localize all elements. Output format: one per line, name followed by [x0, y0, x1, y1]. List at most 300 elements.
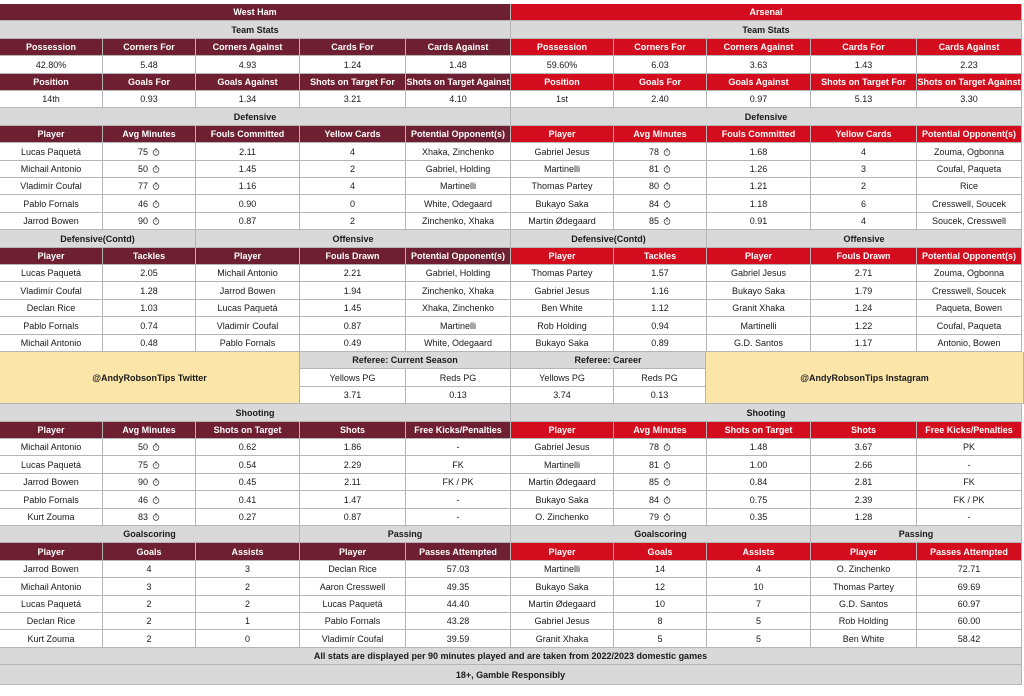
goalscoring-header: Assists [196, 543, 300, 561]
stopwatch-icon [152, 443, 160, 451]
offensive-player-cell: Michail Antonio [196, 265, 300, 282]
avg-minutes-cell [614, 161, 707, 178]
defcontd-player-cell: Bukayo Saka [511, 335, 614, 352]
passing-passes-cell: 49.35 [406, 578, 511, 596]
avg-minutes-value: 78 [648, 146, 659, 157]
section-goalscoring: Goalscoring [511, 526, 811, 543]
defensive-header: Potential Opponent(s) [406, 126, 511, 143]
goalscoring-header: Player [0, 543, 103, 561]
team-stat-header: Shots on Target Against [917, 74, 1022, 91]
goalscoring-assists-cell: 3 [196, 561, 300, 578]
stopwatch-icon [152, 478, 160, 486]
referee-career-yellows: 3.74 [511, 387, 614, 404]
shooting-header: Shots on Target [707, 422, 811, 439]
passing-player-cell: Declan Rice [300, 561, 406, 578]
avg-minutes-cell [103, 195, 196, 213]
offensive-opp-cell: Xhaka, Zinchenko [406, 300, 511, 317]
team-stat-header: Cards For [811, 39, 917, 56]
passing-player-cell: G.D. Santos [811, 596, 917, 613]
referee-current-title: Referee: Current Season [300, 352, 511, 369]
defensive-header: Player [0, 126, 103, 143]
offensive-opp-cell: Coufal, Paqueta [917, 317, 1022, 335]
team-stat-value: 0.93 [103, 91, 196, 108]
defcontd-player-cell: Ben White [511, 300, 614, 317]
stopwatch-icon [152, 513, 160, 521]
avg-minutes-cell [614, 474, 707, 491]
footer-note: All stats are displayed per 90 minutes played and are taken from 2022/2023 domestic games [0, 648, 1022, 665]
offensive-opp-cell: Zouma, Ogbonna [917, 265, 1022, 282]
offensive-header: Fouls Drawn [811, 248, 917, 265]
defcontd-tackles-cell: 0.94 [614, 317, 707, 335]
section-goalscoring: Goalscoring [0, 526, 300, 543]
avg-minutes-cell [614, 213, 707, 230]
offensive-player-cell: Granit Xhaka [707, 300, 811, 317]
passing-header: Passes Attempted [406, 543, 511, 561]
section-shooting: Shooting [0, 404, 511, 422]
shooting-sot-cell: 0.62 [196, 439, 300, 456]
defensive-opp-cell: Cresswell, Soucek [917, 195, 1022, 213]
shooting-player-cell: Martin Ødegaard [511, 474, 614, 491]
defensive-player-cell: Jarrod Bowen [0, 213, 103, 230]
defensive-yellows-cell: 4 [300, 143, 406, 161]
team-stat-header: Possession [511, 39, 614, 56]
passing-passes-cell: 60.97 [917, 596, 1022, 613]
avg-minutes-value: 84 [648, 494, 659, 505]
offensive-drawn-cell: 1.24 [811, 300, 917, 317]
defensive-fouls-cell: 1.16 [196, 178, 300, 195]
shooting-fk-cell: - [406, 491, 511, 509]
defensive-header: Potential Opponent(s) [917, 126, 1022, 143]
stopwatch-icon [152, 461, 160, 469]
shooting-fk-cell: FK [406, 456, 511, 474]
team-stat-value: 4.93 [196, 56, 300, 74]
goalscoring-goals-cell: 4 [103, 561, 196, 578]
offensive-player-cell: Martinelli [707, 317, 811, 335]
defensive-fouls-cell: 1.18 [707, 195, 811, 213]
stopwatch-icon [663, 200, 671, 208]
team-stat-header: Goals For [614, 74, 707, 91]
goalscoring-player-cell: Jarrod Bowen [0, 561, 103, 578]
avg-minutes-cell [614, 195, 707, 213]
team-stat-value: 5.48 [103, 56, 196, 74]
goalscoring-header: Assists [707, 543, 811, 561]
team-stat-value: 1.24 [300, 56, 406, 74]
team-stat-value: 3.63 [707, 56, 811, 74]
section-defensive-contd: Defensive(Contd) [0, 230, 196, 248]
referee-career-reds: 0.13 [614, 387, 706, 404]
avg-minutes-value: 85 [648, 477, 659, 487]
avg-minutes-value: 80 [648, 181, 659, 191]
goalscoring-assists-cell: 4 [707, 561, 811, 578]
passing-passes-cell: 69.69 [917, 578, 1022, 596]
team-stat-value: 6.03 [614, 56, 707, 74]
goalscoring-player-cell: Granit Xhaka [511, 630, 614, 648]
team-stat-value: 42.80% [0, 56, 103, 74]
offensive-drawn-cell: 2.21 [300, 265, 406, 282]
referee-current-yellows: 3.71 [300, 387, 406, 404]
shooting-sot-cell: 0.41 [196, 491, 300, 509]
offensive-header: Potential Opponent(s) [917, 248, 1022, 265]
defensive-fouls-cell: 1.45 [196, 161, 300, 178]
defensive-player-cell: Michail Antonio [0, 161, 103, 178]
avg-minutes-cell [614, 456, 707, 474]
shooting-header: Shots [811, 422, 917, 439]
defensive-opp-cell: Coufal, Paqueta [917, 161, 1022, 178]
team-stat-header: Corners Against [196, 39, 300, 56]
passing-passes-cell: 60.00 [917, 613, 1022, 630]
offensive-drawn-cell: 0.87 [300, 317, 406, 335]
shooting-player-cell: O. Zinchenko [511, 509, 614, 526]
avg-minutes-cell [103, 491, 196, 509]
defensive-player-cell: Pablo Fornals [0, 195, 103, 213]
defensive-opp-cell: Gabriel, Holding [406, 161, 511, 178]
shooting-fk-cell: FK [917, 474, 1022, 491]
defensive-opp-cell: White, Odegaard [406, 195, 511, 213]
passing-player-cell: Lucas Paquetá [300, 596, 406, 613]
defensive-fouls-cell: 0.87 [196, 213, 300, 230]
shooting-fk-cell: - [406, 509, 511, 526]
stopwatch-icon [152, 217, 160, 225]
defcontd-player-cell: Thomas Partey [511, 265, 614, 282]
offensive-player-cell: Gabriel Jesus [707, 265, 811, 282]
stopwatch-icon [663, 478, 671, 486]
team-stat-value: 2.40 [614, 91, 707, 108]
offensive-opp-cell: Zinchenko, Xhaka [406, 282, 511, 300]
shooting-shots-cell: 2.39 [811, 491, 917, 509]
passing-player-cell: O. Zinchenko [811, 561, 917, 578]
avg-minutes-cell [103, 213, 196, 230]
avg-minutes-value: 75 [137, 459, 148, 470]
offensive-player-cell: G.D. Santos [707, 335, 811, 352]
section-defensive-contd: Defensive(Contd) [511, 230, 707, 248]
section-passing: Passing [811, 526, 1022, 543]
shooting-player-cell: Jarrod Bowen [0, 474, 103, 491]
referee-header: Yellows PG [300, 369, 406, 387]
team-stat-value: 59.60% [511, 56, 614, 74]
avg-minutes-value: 50 [137, 164, 148, 174]
defensive-opp-cell: Martinelli [406, 178, 511, 195]
defensive-yellows-cell: 3 [811, 161, 917, 178]
avg-minutes-value: 85 [648, 216, 659, 226]
team-stat-header: Possession [0, 39, 103, 56]
shooting-sot-cell: 0.35 [707, 509, 811, 526]
avg-minutes-cell [103, 161, 196, 178]
offensive-drawn-cell: 1.45 [300, 300, 406, 317]
section-defensive: Defensive [511, 108, 1022, 126]
passing-passes-cell: 44.40 [406, 596, 511, 613]
goalscoring-assists-cell: 1 [196, 613, 300, 630]
offensive-header: Player [707, 248, 811, 265]
defensive-fouls-cell: 0.91 [707, 213, 811, 230]
shooting-header: Avg Minutes [614, 422, 707, 439]
shooting-fk-cell: - [406, 439, 511, 456]
stopwatch-icon [152, 165, 160, 173]
passing-player-cell: Aaron Cresswell [300, 578, 406, 596]
stopwatch-icon [663, 148, 671, 156]
passing-passes-cell: 58.42 [917, 630, 1022, 648]
team-stat-header: Cards For [300, 39, 406, 56]
offensive-drawn-cell: 2.71 [811, 265, 917, 282]
passing-header: Player [811, 543, 917, 561]
avg-minutes-value: 75 [137, 146, 148, 157]
shooting-header: Shots on Target [196, 422, 300, 439]
team-stat-value: 5.13 [811, 91, 917, 108]
defensive-fouls-cell: 1.21 [707, 178, 811, 195]
offensive-header: Potential Opponent(s) [406, 248, 511, 265]
team-stat-header: Corners For [103, 39, 196, 56]
defensive-header: Player [511, 126, 614, 143]
defensive-opp-cell: Zinchenko, Xhaka [406, 213, 511, 230]
defcontd-tackles-cell: 1.28 [103, 282, 196, 300]
avg-minutes-cell [614, 439, 707, 456]
defcontd-header: Tackles [614, 248, 707, 265]
team-stat-header: Position [511, 74, 614, 91]
shooting-shots-cell: 1.47 [300, 491, 406, 509]
shooting-shots-cell: 1.86 [300, 439, 406, 456]
stopwatch-icon [663, 217, 671, 225]
shooting-shots-cell: 1.28 [811, 509, 917, 526]
offensive-opp-cell: Gabriel, Holding [406, 265, 511, 282]
defensive-player-cell: Thomas Partey [511, 178, 614, 195]
avg-minutes-cell [103, 456, 196, 474]
team-stat-value: 3.30 [917, 91, 1022, 108]
avg-minutes-cell [103, 509, 196, 526]
team-stat-header: Shots on Target For [300, 74, 406, 91]
goalscoring-goals-cell: 2 [103, 630, 196, 648]
goalscoring-player-cell: Michail Antonio [0, 578, 103, 596]
defcontd-tackles-cell: 0.74 [103, 317, 196, 335]
defcontd-tackles-cell: 0.48 [103, 335, 196, 352]
goalscoring-header: Goals [103, 543, 196, 561]
team-stat-header: Goals For [103, 74, 196, 91]
avg-minutes-cell [103, 474, 196, 491]
offensive-opp-cell: Paqueta, Bowen [917, 300, 1022, 317]
defcontd-tackles-cell: 1.03 [103, 300, 196, 317]
shooting-shots-cell: 3.67 [811, 439, 917, 456]
defensive-opp-cell: Soucek, Cresswell [917, 213, 1022, 230]
avg-minutes-cell [103, 439, 196, 456]
team-stat-header: Corners For [614, 39, 707, 56]
avg-minutes-cell [103, 178, 196, 195]
goalscoring-goals-cell: 3 [103, 578, 196, 596]
team-stat-value: 4.10 [406, 91, 511, 108]
defensive-yellows-cell: 4 [811, 143, 917, 161]
defcontd-header: Player [0, 248, 103, 265]
team-stat-value: 1.43 [811, 56, 917, 74]
goalscoring-player-cell: Martinelli [511, 561, 614, 578]
referee-header: Reds PG [614, 369, 706, 387]
offensive-player-cell: Jarrod Bowen [196, 282, 300, 300]
defensive-yellows-cell: 6 [811, 195, 917, 213]
team-stat-value: 0.97 [707, 91, 811, 108]
stopwatch-icon [152, 496, 160, 504]
shooting-shots-cell: 2.11 [300, 474, 406, 491]
shooting-sot-cell: 1.48 [707, 439, 811, 456]
goalscoring-player-cell: Gabriel Jesus [511, 613, 614, 630]
team-stat-header: Position [0, 74, 103, 91]
offensive-player-cell: Bukayo Saka [707, 282, 811, 300]
shooting-player-cell: Lucas Paquetá [0, 456, 103, 474]
referee-career-title: Referee: Career [511, 352, 706, 369]
offensive-opp-cell: Martinelli [406, 317, 511, 335]
shooting-sot-cell: 0.54 [196, 456, 300, 474]
shooting-fk-cell: - [917, 456, 1022, 474]
avg-minutes-cell [614, 509, 707, 526]
defensive-fouls-cell: 0.90 [196, 195, 300, 213]
goalscoring-assists-cell: 2 [196, 578, 300, 596]
team-stat-value: 1.34 [196, 91, 300, 108]
stopwatch-icon [152, 200, 160, 208]
defensive-yellows-cell: 2 [811, 178, 917, 195]
section-defensive: Defensive [0, 108, 511, 126]
goalscoring-player-cell: Lucas Paquetá [0, 596, 103, 613]
section-team-stats: Team Stats [511, 21, 1022, 39]
team-stat-header: Cards Against [917, 39, 1022, 56]
section-shooting: Shooting [511, 404, 1022, 422]
goalscoring-player-cell: Martin Ødegaard [511, 596, 614, 613]
avg-minutes-cell [614, 178, 707, 195]
defensive-fouls-cell: 1.26 [707, 161, 811, 178]
defcontd-header: Tackles [103, 248, 196, 265]
team-stat-value: 1st [511, 91, 614, 108]
defcontd-tackles-cell: 1.16 [614, 282, 707, 300]
avg-minutes-value: 83 [137, 512, 148, 522]
shooting-fk-cell: FK / PK [406, 474, 511, 491]
offensive-player-cell: Lucas Paquetá [196, 300, 300, 317]
avg-minutes-value: 84 [648, 198, 659, 209]
defensive-player-cell: Martin Ødegaard [511, 213, 614, 230]
defcontd-player-cell: Rob Holding [511, 317, 614, 335]
shooting-fk-cell: - [917, 509, 1022, 526]
goalscoring-assists-cell: 7 [707, 596, 811, 613]
shooting-sot-cell: 0.45 [196, 474, 300, 491]
offensive-opp-cell: Cresswell, Soucek [917, 282, 1022, 300]
avg-minutes-value: 90 [137, 216, 148, 226]
defensive-yellows-cell: 0 [300, 195, 406, 213]
avg-minutes-value: 90 [137, 477, 148, 487]
goalscoring-goals-cell: 14 [614, 561, 707, 578]
goalscoring-assists-cell: 5 [707, 630, 811, 648]
stopwatch-icon [152, 182, 160, 190]
defcontd-player-cell: Vladimír Coufal [0, 282, 103, 300]
passing-player-cell: Rob Holding [811, 613, 917, 630]
goalscoring-goals-cell: 2 [103, 596, 196, 613]
offensive-header: Fouls Drawn [300, 248, 406, 265]
offensive-drawn-cell: 1.79 [811, 282, 917, 300]
section-team-stats: Team Stats [0, 21, 511, 39]
goalscoring-goals-cell: 5 [614, 630, 707, 648]
shooting-header: Free Kicks/Penalties [406, 422, 511, 439]
goalscoring-assists-cell: 10 [707, 578, 811, 596]
team-stat-header: Goals Against [196, 74, 300, 91]
team-stat-header: Cards Against [406, 39, 511, 56]
passing-player-cell: Thomas Partey [811, 578, 917, 596]
footer-gamble: 18+, Gamble Responsibly [0, 665, 1022, 685]
defcontd-tackles-cell: 2.05 [103, 265, 196, 282]
passing-player-cell: Ben White [811, 630, 917, 648]
section-offensive: Offensive [196, 230, 511, 248]
goalscoring-player-cell: Declan Rice [0, 613, 103, 630]
avg-minutes-cell [614, 491, 707, 509]
team-stat-value: 3.21 [300, 91, 406, 108]
defensive-opp-cell: Zouma, Ogbonna [917, 143, 1022, 161]
passing-passes-cell: 39.59 [406, 630, 511, 648]
defensive-header: Fouls Committed [196, 126, 300, 143]
stopwatch-icon [663, 513, 671, 521]
defensive-fouls-cell: 2.11 [196, 143, 300, 161]
defcontd-player-cell: Gabriel Jesus [511, 282, 614, 300]
passing-passes-cell: 72.71 [917, 561, 1022, 578]
offensive-drawn-cell: 0.49 [300, 335, 406, 352]
defcontd-player-cell: Michail Antonio [0, 335, 103, 352]
goalscoring-assists-cell: 2 [196, 596, 300, 613]
defensive-yellows-cell: 4 [811, 213, 917, 230]
stopwatch-icon [663, 443, 671, 451]
goalscoring-header: Player [511, 543, 614, 561]
shooting-fk-cell: PK [917, 439, 1022, 456]
offensive-header: Player [196, 248, 300, 265]
shooting-player-cell: Bukayo Saka [511, 491, 614, 509]
defensive-header: Avg Minutes [614, 126, 707, 143]
team-stat-header: Shots on Target Against [406, 74, 511, 91]
offensive-drawn-cell: 1.17 [811, 335, 917, 352]
twitter-promo: @AndyRobsonTips Twitter [0, 352, 300, 404]
passing-player-cell: Vladimír Coufal [300, 630, 406, 648]
goalscoring-player-cell: Kurt Zouma [0, 630, 103, 648]
shooting-player-cell: Michail Antonio [0, 439, 103, 456]
avg-minutes-value: 46 [137, 494, 148, 505]
stopwatch-icon [663, 182, 671, 190]
goalscoring-player-cell: Bukayo Saka [511, 578, 614, 596]
defensive-player-cell: Lucas Paquetá [0, 143, 103, 161]
defensive-header: Fouls Committed [707, 126, 811, 143]
stopwatch-icon [663, 165, 671, 173]
defcontd-player-cell: Lucas Paquetá [0, 265, 103, 282]
defensive-header: Yellow Cards [811, 126, 917, 143]
referee-current-reds: 0.13 [406, 387, 511, 404]
shooting-fk-cell: FK / PK [917, 491, 1022, 509]
defensive-header: Yellow Cards [300, 126, 406, 143]
team-stat-header: Goals Against [707, 74, 811, 91]
offensive-drawn-cell: 1.22 [811, 317, 917, 335]
offensive-drawn-cell: 1.94 [300, 282, 406, 300]
passing-header: Passes Attempted [917, 543, 1022, 561]
offensive-player-cell: Vladimír Coufal [196, 317, 300, 335]
team-stat-value: 14th [0, 91, 103, 108]
offensive-player-cell: Pablo Fornals [196, 335, 300, 352]
shooting-header: Free Kicks/Penalties [917, 422, 1022, 439]
offensive-opp-cell: Antonio, Bowen [917, 335, 1022, 352]
goalscoring-goals-cell: 8 [614, 613, 707, 630]
shooting-sot-cell: 1.00 [707, 456, 811, 474]
defensive-player-cell: Gabriel Jesus [511, 143, 614, 161]
instagram-promo: @AndyRobsonTips Instagram [706, 352, 1024, 404]
defensive-opp-cell: Rice [917, 178, 1022, 195]
defcontd-player-cell: Declan Rice [0, 300, 103, 317]
referee-header: Yellows PG [511, 369, 614, 387]
avg-minutes-value: 81 [648, 459, 659, 470]
team-name: Arsenal [511, 4, 1022, 21]
passing-passes-cell: 57.03 [406, 561, 511, 578]
team-stat-header: Corners Against [707, 39, 811, 56]
avg-minutes-value: 78 [648, 442, 659, 452]
goalscoring-assists-cell: 5 [707, 613, 811, 630]
goalscoring-goals-cell: 12 [614, 578, 707, 596]
avg-minutes-cell [103, 143, 196, 161]
goalscoring-goals-cell: 10 [614, 596, 707, 613]
shooting-shots-cell: 2.81 [811, 474, 917, 491]
shooting-player-cell: Pablo Fornals [0, 491, 103, 509]
